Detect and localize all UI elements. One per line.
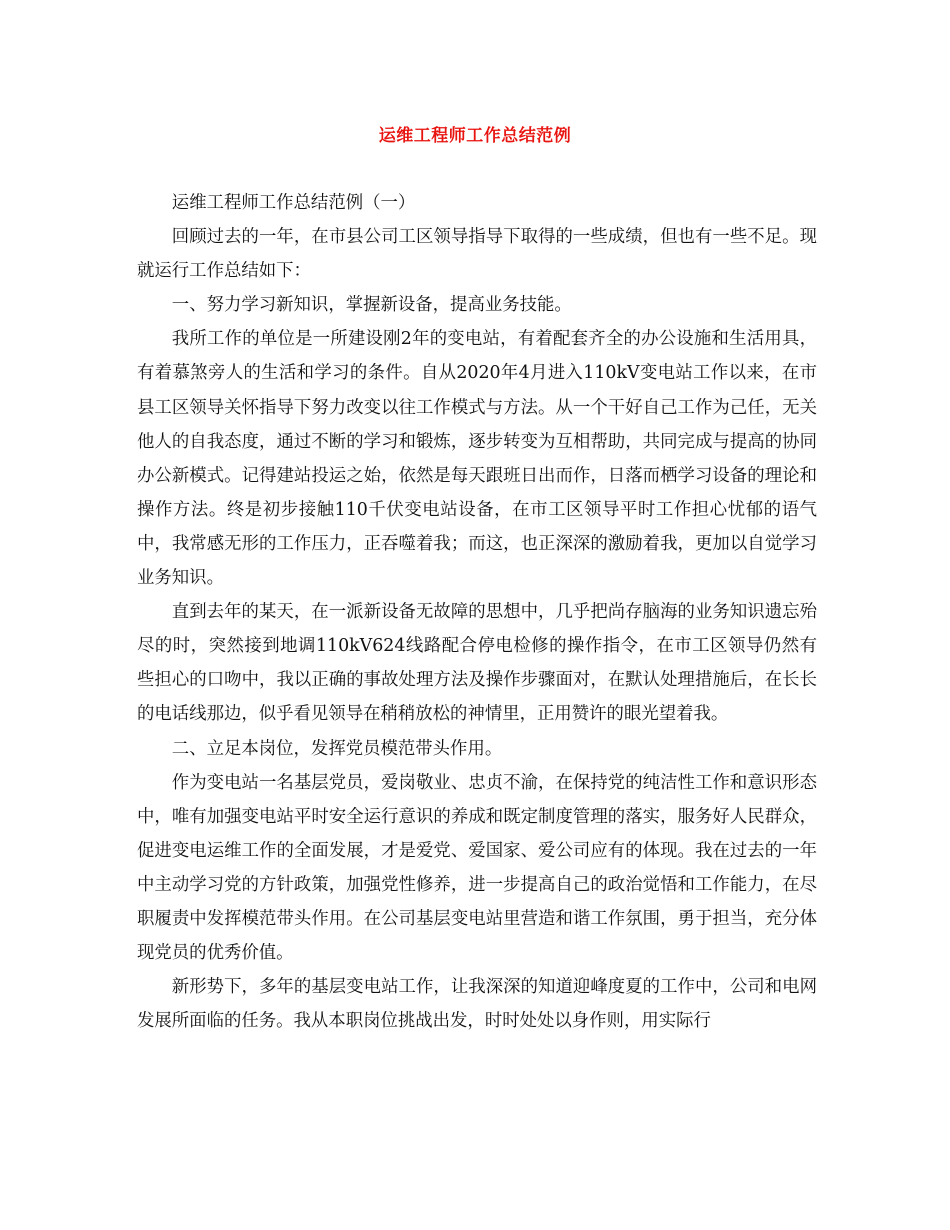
document-title: 运维工程师工作总结范例: [378, 126, 572, 146]
paragraph: 直到去年的某天，在一派新设备无故障的思想中，几乎把尚存脑海的业务知识遗忘殆尽的时，突然接到地调110kV624线路配合停电检修的操作指令，在市工区领导仍然有些担心的口吻中，我以正确的事故处理方法及操作步骤面对，在默认处理措施后，在长长的电话线那边，似乎看见领导在稍稍放松的神情里，正用赞许的眼光望着我。: [137, 602, 817, 725]
paragraph: 新形势下，多年的基层变电站工作，让我深深的知道迎峰度夏的工作中，公司和电网发展所面临的任务。我从本职岗位挑战出发，时时处处以身作则，用实际行: [137, 977, 817, 1032]
paragraph: 运维工程师工作总结范例（一）: [171, 193, 416, 213]
paragraph: 二、立足本岗位，发挥党员模范带头作用。: [171, 738, 503, 759]
paragraph: 回顾过去的一年，在市县公司工区领导指导下取得的一些成绩，但也有一些不足。现就运行工作总结如下：: [137, 227, 817, 282]
paragraph: 一、努力学习新知识，掌握新设备，提高业务技能。: [171, 295, 572, 316]
document-body: [137, 186, 817, 1038]
paragraph: 我所工作的单位是一所建设刚2年的变电站，有着配套齐全的办公设施和生活用具，有着慕煞旁人的生活和学习的条件。自从2020年4月进入110kV变电站工作以来，在市县工区领导关怀指导下努力改变以往工作模式与方法。从一个干好自己工作为己任，无关他人的自我态度，通过不断的学习和锻炼，逐步转变为互相帮助，共同完成与提高的协同办公新模式。记得建站投运之始，依然是每天跟班日出而作，日落而栖学习设备的理论和操作方法。终是初步接触110千伏变电站设备，在市工区领导平时工作担心忧郁的语气中，我常感无形的工作压力，正吞噬着我；而这，也正深深的激励着我，更加以自觉学习业务知识。: [137, 329, 817, 589]
paragraph: 作为变电站一名基层党员，爱岗敬业、忠贞不渝，在保持党的纯洁性工作和意识形态中，唯有加强变电站平时安全运行意识的养成和既定制度管理的落实，服务好人民群众，促进变电运维工作的全面发展，才是爱党、爱国家、爱公司应有的体现。我在过去的一年中主动学习党的方针政策，加强党性修养，进一步提高自己的政治觉悟和工作能力，在尽职履责中发挥模范带头作用。在公司基层变电站里营造和谐工作氛围，勇于担当，充分体现党员的优秀价值。: [137, 772, 817, 964]
